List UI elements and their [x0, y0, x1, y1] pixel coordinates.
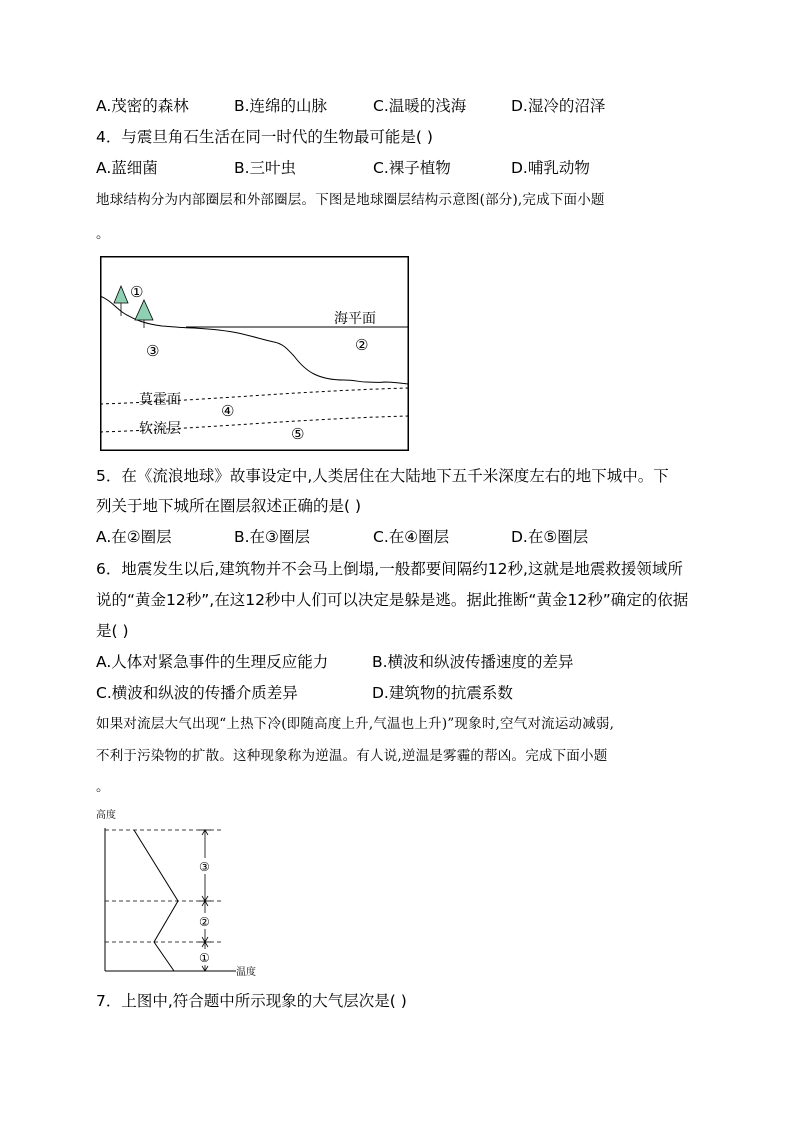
tree-icon [114, 286, 128, 316]
q3-option-c: C.温暖的浅海 [373, 97, 467, 115]
q6-stem-line3: 是( ) [96, 622, 129, 640]
marker-2: ② [355, 336, 369, 354]
q5-option-d: D.在⑤圈层 [511, 528, 589, 546]
temperature-height-diagram [94, 804, 274, 982]
layer-marker-3: ③ [199, 860, 210, 874]
layer-marker-1: ① [199, 951, 210, 965]
q3-option-d: D.湿冷的沼泽 [511, 97, 606, 115]
y-axis-label: 高度 [96, 810, 116, 821]
q6-option-a: A.人体对紧急事件的生理反应能力 [96, 653, 329, 671]
intro2-line3: 。 [96, 779, 110, 795]
moho-label: 莫霍面 [139, 392, 181, 408]
q7-stem: 7．上图中,符合题中所示现象的大气层次是( ) [96, 992, 407, 1010]
intro2-line2: 不利于污染物的扩散。这种现象称为逆温。有人说,逆温是雾霾的帮凶。完成下面小题 [96, 748, 608, 764]
q6-stem-line1: 6．地震发生以后,建筑物并不会马上倒塌,一般都要间隔约12秒,这就是地震救援领域所 [96, 560, 683, 578]
intro2-line1: 如果对流层大气出现“上热下冷(即随高度上升,气温也上升)”现象时,空气对流运动减弱, [96, 716, 615, 732]
q4-stem: 4．与震旦角石生活在同一时代的生物最可能是( ) [96, 128, 433, 146]
q6-stem-line2: 说的“黄金12秒”,在这12秒中人们可以决定是躲是逃。据此推断“黄金12秒”确定的依据 [96, 591, 689, 609]
q5-option-b: B.在③圈层 [234, 528, 310, 546]
q5-option-c: C.在④圈层 [373, 528, 450, 546]
q3-option-b: B.连绵的山脉 [234, 97, 328, 115]
marker-3: ③ [146, 342, 160, 360]
intro1-line1: 地球结构分为内部圈层和外部圈层。下图是地球圈层结构示意图(部分),完成下面小题 [96, 192, 605, 208]
q4-option-c: C.裸子植物 [373, 159, 451, 177]
q4-option-a: A.蓝细菌 [96, 159, 158, 177]
q6-option-d: D.建筑物的抗震系数 [372, 684, 513, 702]
sea-level-label: 海平面 [334, 311, 376, 327]
asthenosphere-label: 软流层 [139, 421, 181, 437]
q5-stem-line2: 列关于地下城所在圈层叙述正确的是( ) [96, 497, 362, 515]
q4-option-d: D.哺乳动物 [511, 159, 590, 177]
marker-5: ⑤ [291, 425, 305, 443]
q6-option-c: C.横波和纵波的传播介质差异 [96, 684, 298, 702]
q5-option-a: A.在②圈层 [96, 528, 172, 546]
q5-stem-line1: 5．在《流浪地球》故事设定中,人类居住在大陆地下五千米深度左右的地下城中。下 [96, 467, 669, 485]
layer-marker-2: ② [199, 915, 210, 929]
earth-layers-diagram [100, 256, 410, 452]
intro1-line2: 。 [96, 226, 110, 242]
marker-1: ① [130, 283, 144, 301]
q3-option-a: A.茂密的森林 [96, 97, 189, 115]
x-axis-label: 温度 [236, 967, 256, 978]
temperature-profile-line [134, 830, 178, 971]
q6-option-b: B.横波和纵波传播速度的差异 [372, 653, 574, 671]
q4-option-b: B.三叶虫 [234, 159, 297, 177]
marker-4: ④ [221, 402, 235, 420]
